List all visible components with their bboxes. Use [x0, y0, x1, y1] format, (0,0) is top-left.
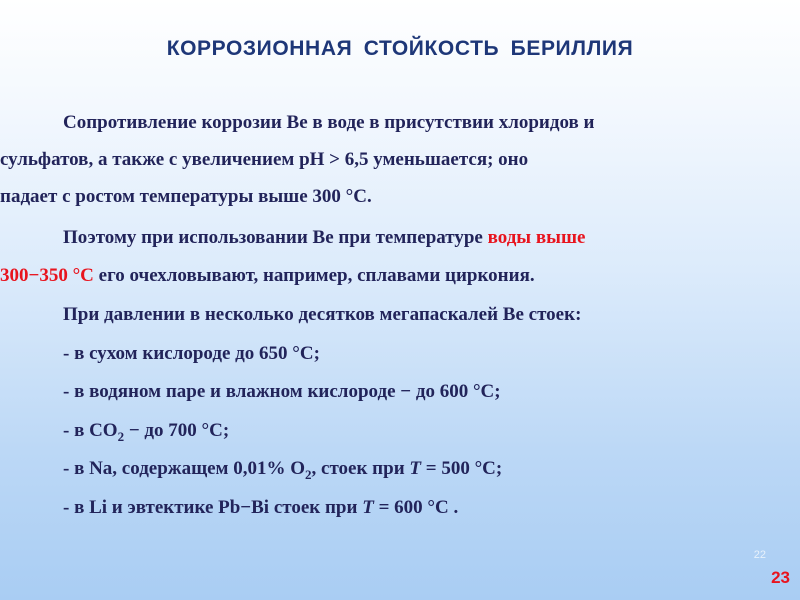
item-5-text: - в Li и эвтектике Pb−Bi стоек при	[63, 497, 363, 518]
item-4-subscript: 2	[305, 467, 312, 482]
highlight-temp-range: 300−350 °C	[0, 265, 94, 286]
list-item-5	[63, 497, 458, 519]
paragraph-1-line-1: Сопротивление коррозии Be в воде в присутствии хлоридов и	[63, 112, 595, 133]
item-3-text-end: − до 700 °C;	[124, 420, 230, 441]
list-item-4	[63, 458, 502, 480]
list-item-3	[63, 420, 229, 442]
list-item-1: - в сухом кислороде до 650 °C;	[63, 343, 320, 364]
item-5-text-end: = 600 °C .	[373, 497, 459, 518]
paragraph-2-text-cont: его очехловывают, например, сплавами циркония.	[93, 265, 535, 286]
paragraph-3-line-1: При давлении в несколько десятков мегапаскалей Be стоек:	[63, 304, 582, 325]
paragraph-2-line-1	[63, 227, 585, 249]
paragraph-2-text: Поэтому при использовании Be при температуре	[63, 227, 488, 248]
list-item-2: - в водяном паре и влажном кислороде − до 600 °C;	[63, 381, 501, 402]
highlight-water-temp: воды выше	[487, 227, 586, 248]
paragraph-1-line-2: сульфатов, а также с увеличением pH > 6,5 уменьшается; оно	[0, 149, 529, 170]
item-3-text: - в CO	[63, 420, 118, 441]
item-4-text-mid: , стоек при	[311, 458, 410, 479]
item-4-text: - в Na, содержащем 0,01% O	[63, 458, 306, 479]
item-4-text-end: = 500 °C;	[421, 458, 503, 479]
paragraph-1-line-3: падает с ростом температуры выше 300 °C.	[0, 186, 372, 207]
page-number-faint: 22	[753, 549, 766, 561]
paragraph-2-line-2	[0, 265, 535, 287]
item-3-subscript: 2	[117, 429, 125, 444]
slide-title: КОРРОЗИОННАЯ СТОЙКОСТЬ БЕРИЛЛИЯ	[166, 37, 634, 60]
item-5-variable: T	[362, 497, 374, 518]
page-number: 23	[771, 568, 790, 587]
item-4-variable: T	[409, 458, 421, 479]
